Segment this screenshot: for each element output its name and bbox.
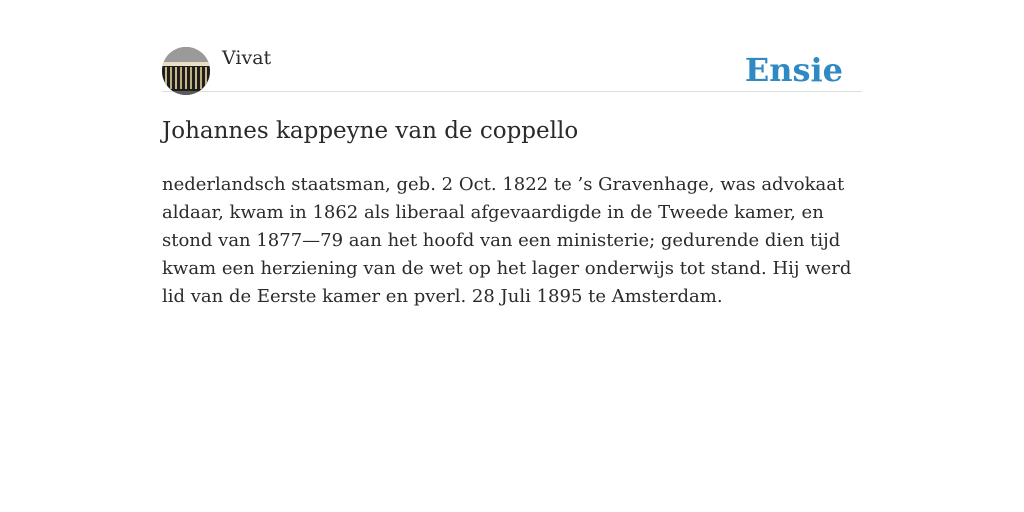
- book-spines-icon: [162, 47, 210, 95]
- page-header: [162, 0, 862, 92]
- article-body: nederlandsch staatsman, geb. 2 Oct. 1822 te ’s Gravenhage, was advokaat aldaar, kwam in 1862 als liberaal afgevaardigde in de Tweede kamer, en stond van 1877—79 aan het hoofd van een ministerie; gedurende dien tijd kwam een herziening van de wet op het lager onderwijs tot stand. Hij werd lid van de Eerste kamer en pverl. 28 Juli 1895 te Amsterdam.: [162, 174, 852, 307]
- source-name[interactable]: Vivat: [222, 47, 272, 69]
- source-avatar[interactable]: [162, 47, 210, 95]
- brand-logo-link[interactable]: Ensie: [744, 51, 843, 89]
- page-title: Johannes kappeyne van de coppello: [162, 118, 579, 144]
- article: [162, 113, 862, 311]
